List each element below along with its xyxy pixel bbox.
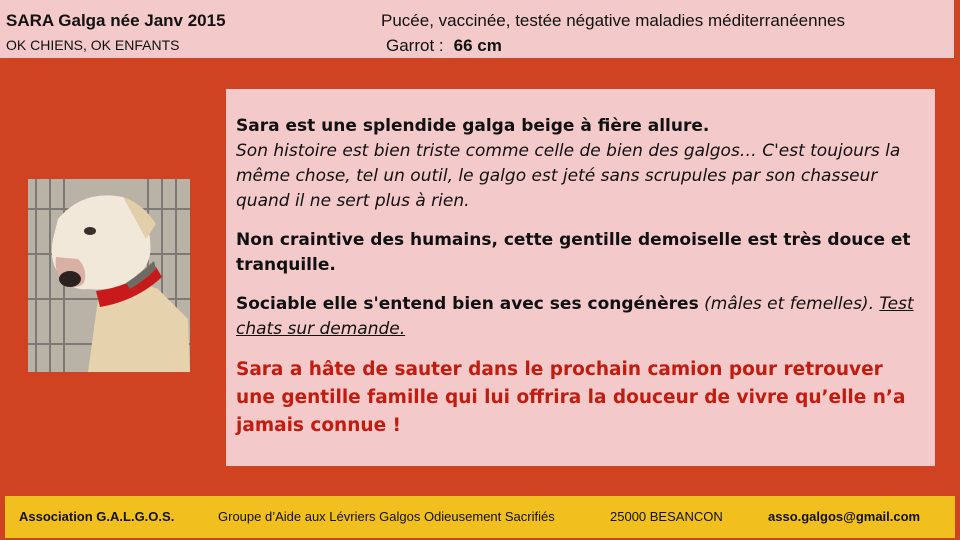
sociable-italic: (mâles et femelles).: [704, 294, 874, 314]
footer-association: Association G.A.L.G.O.S.: [19, 509, 175, 524]
intro-bold: Sara est une splendide galga beige à fière allure.: [236, 116, 710, 136]
paragraph-call-to-action: Sara a hâte de sauter dans le prochain camion pour retrouver une gentille famille qui lui offrira la douceur de vivre qu’elle n’a jamais connue !: [236, 359, 906, 436]
garrot-info: [386, 36, 502, 56]
garrot-label: Garrot :: [386, 36, 444, 55]
footer-bar: [5, 496, 955, 538]
description-text: [236, 114, 926, 454]
compatibility-info: OK CHIENS, OK ENFANTS: [6, 37, 180, 53]
footer-city: 25000 BESANCON: [610, 509, 723, 524]
cat-test-note: Test chats sur demande.: [236, 294, 914, 339]
health-info: Pucée, vaccinée, testée négative maladies méditerranéennes: [381, 11, 846, 30]
description-card: [226, 89, 935, 466]
dog-photo: [28, 179, 190, 372]
paragraph-temperament: Non craintive des humains, cette gentille demoiselle est très douce et tranquille.: [236, 230, 911, 275]
intro-story: Son histoire est bien triste comme celle de bien des galgos… C'est toujours la même chose, tel un outil, le galgo est jeté sans scrupules par son chasseur quand il ne sert plus à rien.: [236, 141, 901, 211]
footer-description: Groupe d’Aide aux Lévriers Galgos Odieusement Sacrifiés: [218, 509, 555, 524]
paragraph-sociable: [236, 292, 926, 342]
galga-dog-illustration: [28, 179, 190, 372]
sociable-bold: Sociable elle s'entend bien avec ses congénères: [236, 294, 699, 314]
header-banner: [0, 0, 954, 58]
footer-email[interactable]: asso.galgos@gmail.com: [768, 509, 921, 524]
dog-title: SARA Galga née Janv 2015: [6, 11, 226, 30]
garrot-value: 66 cm: [453, 36, 502, 55]
paragraph-intro: [236, 114, 926, 214]
